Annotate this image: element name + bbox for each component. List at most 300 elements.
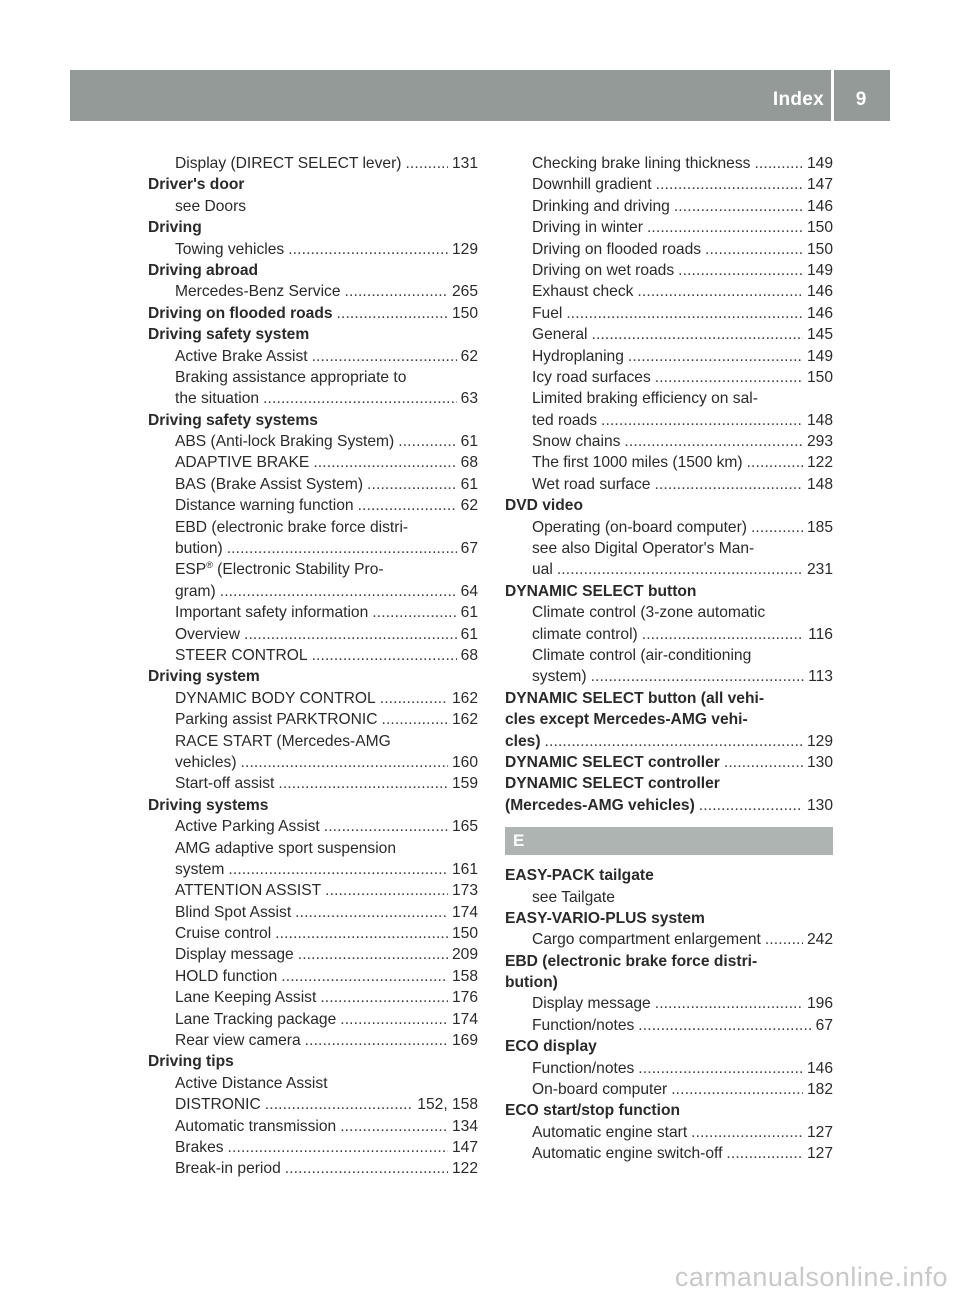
entry-text: Downhill gradient: [532, 176, 652, 194]
page-ref[interactable]: 242: [806, 931, 833, 949]
entry-text: Blind Spot Assist: [175, 903, 292, 921]
entry-text: EBD (electronic brake force distri-: [175, 518, 409, 536]
index-subentry[interactable]: [505, 174, 833, 195]
dot-leader: [601, 410, 803, 431]
page-ref[interactable]: 150: [806, 368, 833, 386]
entry-text: Automatic transmission: [175, 1117, 337, 1135]
index-subentry[interactable]: [505, 303, 833, 324]
entry-text: AMG adaptive sport suspension: [175, 839, 397, 857]
entry-text: Function/notes: [532, 1016, 635, 1034]
page-ref[interactable]: 61: [460, 625, 478, 643]
page-ref[interactable]: 150: [806, 240, 833, 258]
index-subentry[interactable]: [505, 410, 833, 431]
index-subentry[interactable]: [148, 1009, 478, 1030]
index-subentry[interactable]: [148, 859, 478, 880]
index-subentry: [148, 559, 478, 580]
page-ref[interactable]: 162: [451, 689, 478, 707]
entry-text: ual: [532, 561, 553, 579]
dot-leader: [655, 367, 803, 388]
entry-text: Drinking and driving: [532, 197, 670, 215]
page-ref[interactable]: 116: [808, 625, 833, 643]
page-ref[interactable]: 146: [806, 197, 833, 215]
page-ref[interactable]: 149: [806, 347, 833, 365]
page-ref[interactable]: 122: [451, 1160, 478, 1178]
page-ref[interactable]: 182: [806, 1081, 833, 1099]
page-ref[interactable]: 196: [806, 995, 833, 1013]
page-ref[interactable]: 130: [806, 796, 833, 814]
index-subentry[interactable]: [148, 474, 478, 495]
entry-text: EASY-PACK tailgate: [505, 867, 654, 885]
dot-leader: [263, 388, 457, 409]
index-subentry[interactable]: [505, 624, 833, 645]
dot-leader: [647, 217, 803, 238]
dot-leader: [691, 1122, 803, 1143]
dot-leader: [624, 431, 803, 452]
index-heading: [148, 410, 478, 431]
index-subentry[interactable]: [148, 538, 478, 559]
dot-leader: [591, 666, 805, 687]
page-ref[interactable]: 62: [460, 347, 478, 365]
entry-text: ted roads: [532, 411, 598, 429]
entry-text: DYNAMIC SELECT button: [505, 582, 697, 600]
page-ref[interactable]: 176: [451, 989, 478, 1007]
entry-text: Rear view camera: [175, 1032, 301, 1050]
entry-text: cles except Mercedes-AMG vehi-: [505, 711, 748, 729]
dot-leader: [591, 324, 802, 345]
page-ref[interactable]: 293: [806, 433, 833, 451]
index-subentry[interactable]: [505, 517, 833, 538]
entry-text: Parking assist PARKTRONIC: [175, 711, 378, 729]
dot-leader: [380, 688, 448, 709]
dot-leader: [638, 1058, 803, 1079]
page-ref[interactable]: 67: [815, 1016, 833, 1034]
page-ref[interactable]: 173: [451, 882, 478, 900]
index-subentry[interactable]: [148, 602, 478, 623]
page-ref[interactable]: 161: [451, 860, 478, 878]
dot-leader: [295, 902, 448, 923]
page-ref[interactable]: 149: [806, 155, 833, 172]
entry-text: Driving on flooded roads: [148, 304, 333, 322]
index-subentry: [505, 602, 833, 623]
index-subentry[interactable]: [505, 929, 833, 950]
entry-text: DYNAMIC BODY CONTROL: [175, 689, 376, 707]
page-ref[interactable]: 62: [460, 497, 478, 515]
page-ref[interactable]: 185: [806, 518, 833, 536]
index-subentry[interactable]: [148, 773, 478, 794]
dot-leader: [337, 303, 448, 324]
entry-text: bution): [505, 974, 558, 992]
entry-text: vehicles): [175, 753, 237, 771]
dot-leader: [275, 923, 448, 944]
dot-leader: [340, 1009, 448, 1030]
index-heading: [505, 865, 833, 886]
page-ref[interactable]: 127: [806, 1145, 833, 1163]
dot-leader: [285, 1158, 448, 1179]
page-ref[interactable]: 63: [460, 390, 478, 408]
dot-leader: [699, 795, 803, 816]
page-ref[interactable]: 146: [806, 283, 833, 301]
index-subentry[interactable]: [148, 1116, 478, 1137]
entry-text: ADAPTIVE BRAKE: [175, 454, 310, 472]
entry-text: Driving in winter: [532, 219, 643, 237]
dot-leader: [220, 581, 457, 602]
entry-text: bution): [175, 540, 223, 558]
entry-text: ABS (Anti-lock Braking System): [175, 433, 395, 451]
index-subentry: [148, 1073, 478, 1094]
index-subentry[interactable]: [505, 346, 833, 367]
dot-leader: [244, 624, 457, 645]
index-heading: [505, 709, 833, 730]
index-subentry: [148, 838, 478, 859]
entry-text: DYNAMIC SELECT controller: [505, 753, 720, 771]
dot-leader: [228, 1137, 448, 1158]
index-subentry: [505, 645, 833, 666]
page-ref[interactable]: 231: [806, 561, 833, 579]
page-number: 9: [855, 89, 867, 110]
index-subentry[interactable]: [505, 1079, 833, 1100]
index-subentry: [148, 517, 478, 538]
page-ref[interactable]: 146: [806, 304, 833, 322]
index-subentry[interactable]: [148, 239, 478, 260]
index-subentry[interactable]: [505, 260, 833, 281]
entry-text: climate control): [532, 625, 638, 643]
dot-leader: [655, 993, 803, 1014]
index-heading[interactable]: [505, 795, 833, 816]
entry-text: Driving on flooded roads: [532, 240, 702, 258]
entry-text: Braking assistance appropriate to: [175, 368, 407, 386]
entry-text: Important safety information: [175, 604, 369, 622]
index-subentry[interactable]: [148, 452, 478, 473]
entry-text: Wet road surface: [532, 475, 651, 493]
index-subentry[interactable]: [505, 367, 833, 388]
entry-text: ECO display: [505, 1038, 597, 1056]
entry-text: ECO start/stop function: [505, 1102, 680, 1120]
entry-text: Operating (on-board computer): [532, 518, 747, 536]
entry-text: Start-off assist: [175, 775, 275, 793]
page-ref[interactable]: 209: [451, 946, 478, 964]
page-ref[interactable]: 129: [451, 240, 478, 258]
entry-text: ESP® (Electronic Stability Pro-: [175, 560, 384, 579]
entry-text: Brakes: [175, 1138, 224, 1156]
entry-text: BAS (Brake Assist System): [175, 475, 364, 493]
dot-leader: [628, 346, 803, 367]
entry-text: Exhaust check: [532, 283, 634, 301]
index-subentry[interactable]: [148, 388, 478, 409]
entry-text: Driving: [148, 219, 202, 237]
page-ref[interactable]: 113: [808, 668, 833, 686]
page-ref[interactable]: 68: [460, 646, 478, 664]
index-subentry[interactable]: [505, 452, 833, 473]
entry-text: DYNAMIC SELECT controller: [505, 775, 720, 793]
entry-text: Icy road surfaces: [532, 368, 651, 386]
dot-leader: [747, 452, 803, 473]
dot-leader: [358, 495, 457, 516]
dot-leader: [545, 731, 803, 752]
dot-leader: [726, 1143, 803, 1164]
index-heading: [505, 908, 833, 929]
dot-leader: [405, 153, 448, 174]
page-ref[interactable]: 150: [806, 219, 833, 237]
index-column-right: [505, 153, 833, 1165]
index-subentry[interactable]: [505, 1015, 833, 1036]
index-subentry[interactable]: [148, 495, 478, 516]
index-subentry[interactable]: [148, 1158, 478, 1179]
index-heading: [148, 174, 478, 195]
page-ref[interactable]: 169: [451, 1032, 478, 1050]
dot-leader: [227, 538, 457, 559]
dot-leader: [765, 929, 803, 950]
dot-leader: [278, 773, 448, 794]
header-divider: [831, 70, 834, 121]
dot-leader: [345, 281, 448, 302]
index-subentry[interactable]: [505, 324, 833, 345]
page-ref[interactable]: 147: [806, 176, 833, 194]
entry-text: Checking brake lining thickness: [532, 155, 751, 172]
dot-leader: [313, 452, 456, 473]
index-subentry[interactable]: [148, 1030, 478, 1051]
page-ref[interactable]: 134: [451, 1117, 478, 1135]
entry-text: Active Brake Assist: [175, 347, 308, 365]
dot-leader: [674, 196, 803, 217]
dot-leader: [265, 1094, 414, 1115]
index-subentry[interactable]: [505, 196, 833, 217]
entry-text: On-board computer: [532, 1081, 668, 1099]
dot-leader: [671, 1079, 803, 1100]
entry-text: Cargo compartment enlargement: [532, 931, 761, 949]
dot-leader: [241, 752, 448, 773]
index-heading: [505, 972, 833, 993]
entry-text: Active Parking Assist: [175, 818, 320, 836]
entry-text: The first 1000 miles (1500 km): [532, 454, 743, 472]
index-subentry[interactable]: [505, 1143, 833, 1164]
dot-leader: [381, 709, 447, 730]
entry-text: Fuel: [532, 304, 563, 322]
dot-leader: [298, 944, 448, 965]
entry-text: Lane Tracking package: [175, 1010, 337, 1028]
dot-leader: [320, 987, 448, 1008]
index-column-left: [148, 153, 478, 1180]
entry-text: ATTENTION ASSIST: [175, 882, 322, 900]
page-ref[interactable]: 159: [451, 775, 478, 793]
entry-text: General: [532, 326, 588, 344]
index-heading: [148, 217, 478, 238]
page-ref[interactable]: 174: [451, 1010, 478, 1028]
entry-text: Automatic engine start: [532, 1123, 688, 1141]
entry-text: DYNAMIC SELECT button (all vehi-: [505, 689, 765, 707]
index-heading: [148, 666, 478, 687]
page-ref[interactable]: 149: [806, 261, 833, 279]
index-subentry[interactable]: [505, 993, 833, 1014]
entry-text: Driver's door: [148, 176, 245, 194]
entry-text: RACE START (Mercedes-AMG: [175, 732, 391, 750]
entry-text: Climate control (3-zone automatic: [532, 604, 766, 622]
index-subentry[interactable]: [148, 431, 478, 452]
index-subentry[interactable]: [148, 816, 478, 837]
entry-text: Active Distance Assist: [175, 1074, 328, 1092]
entry-text: Limited braking efficiency on sal-: [532, 390, 758, 408]
page-ref[interactable]: 67: [460, 540, 478, 558]
index-heading: [505, 773, 833, 794]
watermark: carmanualsonline.info: [674, 1262, 948, 1292]
entry-text: see Tailgate: [532, 888, 615, 906]
index-heading: [505, 1036, 833, 1057]
entry-text: Driving systems: [148, 796, 269, 814]
index-subentry: [148, 367, 478, 388]
index-subentry[interactable]: [148, 281, 478, 302]
index-subentry[interactable]: [148, 1137, 478, 1158]
page-ref[interactable]: 61: [460, 433, 478, 451]
page-ref[interactable]: 162: [451, 711, 478, 729]
entry-text: the situation: [175, 390, 260, 408]
entry-text: Display message: [175, 946, 294, 964]
dot-leader: [288, 239, 448, 260]
dot-leader: [637, 281, 803, 302]
page-ref[interactable]: 148: [806, 411, 833, 429]
entry-text: Function/notes: [532, 1059, 635, 1077]
dot-leader: [557, 559, 803, 580]
entry-text: cles): [505, 732, 541, 750]
dot-leader: [754, 153, 803, 174]
index-subentry[interactable]: [148, 688, 478, 709]
dot-leader: [751, 517, 803, 538]
index-subentry[interactable]: [148, 645, 478, 666]
dot-leader: [656, 174, 803, 195]
index-subentry[interactable]: [505, 559, 833, 580]
index-subentry[interactable]: [505, 666, 833, 687]
index-subentry[interactable]: [148, 624, 478, 645]
index-heading: [148, 795, 478, 816]
dot-leader: [281, 966, 448, 987]
index-subentry[interactable]: [505, 153, 833, 174]
index-subentry[interactable]: [505, 431, 833, 452]
entry-text: Mercedes-Benz Service: [175, 283, 341, 301]
page-ref[interactable]: 147: [451, 1138, 478, 1156]
page-ref[interactable]: 146: [806, 1059, 833, 1077]
page-ref[interactable]: 265: [451, 283, 478, 301]
index-heading[interactable]: [148, 303, 478, 324]
entry-text: EASY-VARIO-PLUS system: [505, 909, 705, 927]
index-subentry[interactable]: [148, 153, 478, 174]
dot-leader: [638, 1015, 811, 1036]
page-ref[interactable]: 150: [451, 304, 478, 322]
index-heading: [505, 581, 833, 602]
index-subentry[interactable]: [148, 902, 478, 923]
index-subentry[interactable]: [505, 474, 833, 495]
index-subentry[interactable]: [148, 923, 478, 944]
index-subentry[interactable]: [148, 709, 478, 730]
entry-text: Driving on wet roads: [532, 261, 675, 279]
dot-leader: [305, 1030, 448, 1051]
entry-text: Break-in period: [175, 1160, 281, 1178]
page-ref[interactable]: 150: [451, 925, 478, 943]
dot-leader: [324, 816, 448, 837]
dot-leader: [312, 645, 457, 666]
entry-text: Driving system: [148, 668, 260, 686]
index-subentry[interactable]: [505, 281, 833, 302]
page-ref[interactable]: 158: [451, 967, 478, 985]
index-heading[interactable]: [505, 731, 833, 752]
index-subentry: [505, 388, 833, 409]
index-subentry[interactable]: [505, 1058, 833, 1079]
page-ref[interactable]: 127: [806, 1123, 833, 1141]
index-subentry[interactable]: [148, 880, 478, 901]
index-subentry[interactable]: [148, 944, 478, 965]
index-subentry[interactable]: [505, 217, 833, 238]
dot-leader: [724, 752, 803, 773]
entry-text: Cruise control: [175, 925, 272, 943]
index-subentry[interactable]: [505, 1122, 833, 1143]
index-heading: [505, 495, 833, 516]
index-heading: [148, 324, 478, 345]
page-ref[interactable]: 160: [451, 753, 478, 771]
entry-text: Display message: [532, 995, 651, 1013]
page-ref[interactable]: 148: [806, 475, 833, 493]
dot-leader: [228, 859, 448, 880]
dot-leader: [566, 303, 803, 324]
section-header: E: [505, 827, 833, 855]
index-subentry[interactable]: [148, 346, 478, 367]
entry-text: gram): [175, 582, 216, 600]
entry-text: EBD (electronic brake force distri-: [505, 952, 758, 970]
dot-leader: [678, 260, 803, 281]
page-ref[interactable]: 165: [451, 818, 478, 836]
entry-text: Overview: [175, 625, 240, 643]
index-subentry[interactable]: [148, 966, 478, 987]
dot-leader: [340, 1116, 448, 1137]
index-subentry: [505, 538, 833, 559]
page-ref[interactable]: 61: [460, 604, 478, 622]
dot-leader: [642, 624, 804, 645]
page-ref[interactable]: 130: [806, 753, 833, 771]
page-ref[interactable]: 145: [806, 326, 833, 344]
index-subentry[interactable]: [148, 1094, 478, 1115]
page-ref[interactable]: 129: [806, 732, 833, 750]
index-heading[interactable]: [505, 752, 833, 773]
entry-text: Distance warning function: [175, 497, 354, 515]
entry-text: Climate control (air-conditioning: [532, 646, 752, 664]
index-subentry[interactable]: [148, 581, 478, 602]
entry-text: DISTRONIC: [175, 1096, 261, 1114]
entry-text: Display (DIRECT SELECT lever): [175, 155, 402, 172]
entry-text: Lane Keeping Assist: [175, 989, 317, 1007]
page-ref[interactable]: 61: [460, 475, 478, 493]
page-ref[interactable]: 64: [460, 582, 478, 600]
index-subentry: [505, 887, 833, 908]
index-subentry[interactable]: [148, 752, 478, 773]
entry-text: HOLD function: [175, 967, 278, 985]
index-heading: [148, 260, 478, 281]
page-ref[interactable]: 152, 158: [417, 1096, 478, 1114]
page-ref[interactable]: 122: [806, 454, 833, 472]
entry-text: Automatic engine switch-off: [532, 1145, 723, 1163]
dot-leader: [312, 346, 457, 367]
entry-text: Driving safety system: [148, 326, 310, 344]
index-heading: [148, 1051, 478, 1072]
dot-leader: [367, 474, 457, 495]
index-subentry[interactable]: [505, 239, 833, 260]
index-heading: [505, 688, 833, 709]
dot-leader: [372, 602, 456, 623]
page-ref[interactable]: 68: [460, 454, 478, 472]
entry-text: Hydroplaning: [532, 347, 624, 365]
index-subentry: [148, 196, 478, 217]
index-subentry[interactable]: [148, 987, 478, 1008]
dot-leader: [654, 474, 803, 495]
dot-leader: [325, 880, 448, 901]
page-ref[interactable]: 131: [451, 155, 478, 172]
entry-text: Towing vehicles: [175, 240, 285, 258]
page-ref[interactable]: 174: [451, 903, 478, 921]
